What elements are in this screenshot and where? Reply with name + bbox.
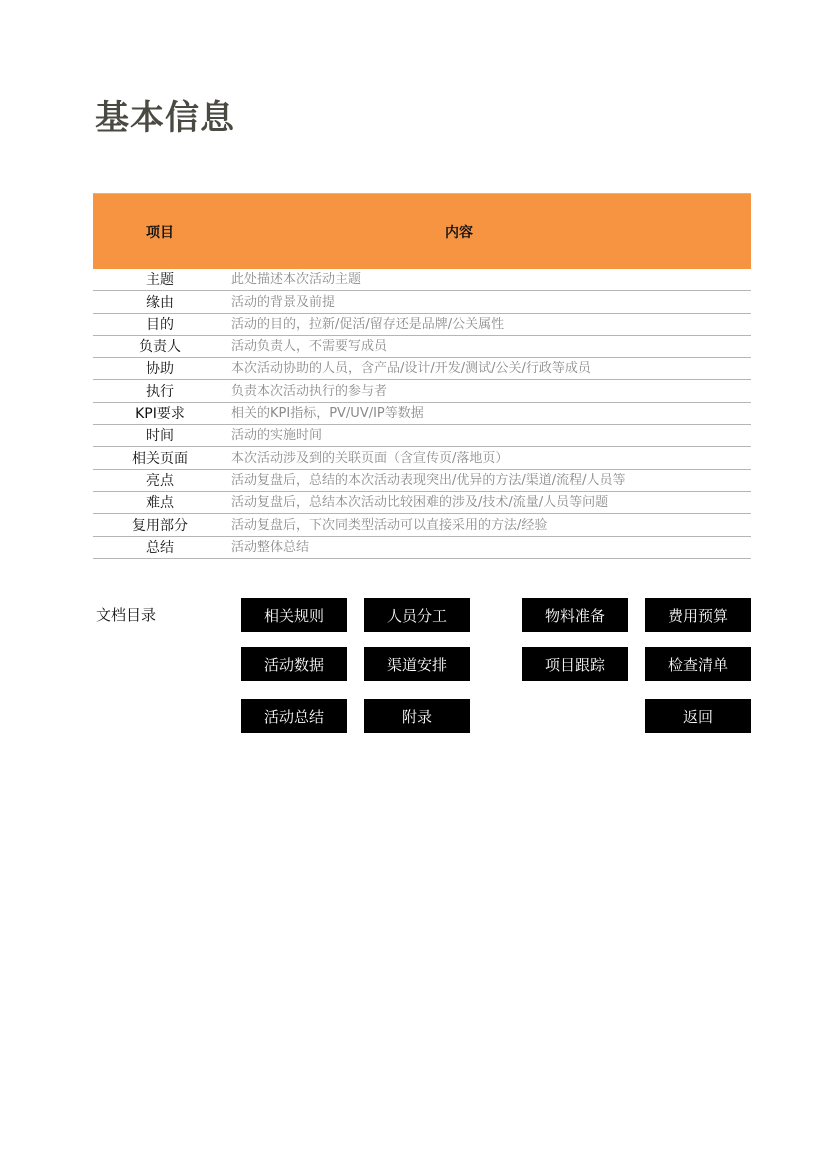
row-content: 本次活动协助的人员，含产品/设计/开发/测试/公关/行政等成员 xyxy=(231,361,591,377)
table-row xyxy=(93,514,751,536)
toc-label: 文档目录 xyxy=(96,606,157,624)
toc-channels-button[interactable]: 渠道安排 xyxy=(364,647,470,681)
toc-appendix-button[interactable]: 附录 xyxy=(364,699,470,733)
table-row xyxy=(93,447,751,469)
table-row xyxy=(93,403,751,425)
table-row xyxy=(93,380,751,402)
table-row xyxy=(93,314,751,336)
row-item: 目的 xyxy=(146,316,174,333)
row-item: 难点 xyxy=(146,495,174,512)
toc-budget-button[interactable]: 费用预算 xyxy=(645,598,751,632)
row-content: 活动的目的，拉新/促活/留存还是品牌/公关属性 xyxy=(231,316,505,332)
row-content: 活动复盘后，总结的本次活动表现突出/优异的方法/渠道/流程/人员等 xyxy=(231,472,626,488)
row-item: 复用部分 xyxy=(132,517,188,534)
row-content: 负责本次活动执行的参与者 xyxy=(231,383,388,399)
toc-summary-button[interactable]: 活动总结 xyxy=(241,699,347,733)
toc-checklist-button[interactable]: 检查清单 xyxy=(645,647,751,681)
header-item: 项目 xyxy=(146,224,174,241)
table-row xyxy=(93,425,751,447)
table-row xyxy=(93,358,751,380)
table-row xyxy=(93,470,751,492)
table-row xyxy=(93,492,751,514)
toc-data-button[interactable]: 活动数据 xyxy=(241,647,347,681)
table-body xyxy=(93,269,751,559)
toc-materials-button[interactable]: 物料准备 xyxy=(522,598,628,632)
row-content: 本次活动涉及到的关联页面（含宣传页/落地页） xyxy=(231,450,509,466)
row-content: 活动的背景及前提 xyxy=(231,294,336,310)
row-content: 活动负责人，不需要写成员 xyxy=(231,339,388,355)
page-title: 基本信息 xyxy=(95,98,235,138)
row-content: 活动复盘后，下次同类型活动可以直接采用的方法/经验 xyxy=(231,517,548,533)
toc-tracking-button[interactable]: 项目跟踪 xyxy=(522,647,628,681)
row-item: KPI要求 xyxy=(135,406,185,423)
table-row xyxy=(93,537,751,559)
row-item: 总结 xyxy=(146,539,174,556)
toc-rules-button[interactable]: 相关规则 xyxy=(241,598,347,632)
row-content: 此处描述本次活动主题 xyxy=(231,272,362,288)
toc-back-button[interactable]: 返回 xyxy=(645,699,751,733)
row-item: 协助 xyxy=(146,361,174,378)
row-item: 主题 xyxy=(146,272,174,289)
row-content: 活动整体总结 xyxy=(231,539,310,555)
table-row xyxy=(93,269,751,291)
row-item: 缘由 xyxy=(146,294,174,311)
toc-staffing-button[interactable]: 人员分工 xyxy=(364,598,470,632)
row-content: 活动的实施时间 xyxy=(231,428,323,444)
table-row xyxy=(93,291,751,313)
info-table xyxy=(93,193,751,559)
row-item: 亮点 xyxy=(146,472,174,489)
row-item: 负责人 xyxy=(139,339,181,356)
row-item: 执行 xyxy=(146,383,174,400)
table-header xyxy=(93,193,751,269)
row-content: 相关的KPI指标，PV/UV/IP等数据 xyxy=(231,406,424,422)
header-content: 内容 xyxy=(445,224,473,241)
table-row xyxy=(93,336,751,358)
row-content: 活动复盘后，总结本次活动比较困难的涉及/技术/流量/人员等问题 xyxy=(231,495,609,511)
row-item: 时间 xyxy=(146,428,174,445)
row-item: 相关页面 xyxy=(132,450,188,467)
